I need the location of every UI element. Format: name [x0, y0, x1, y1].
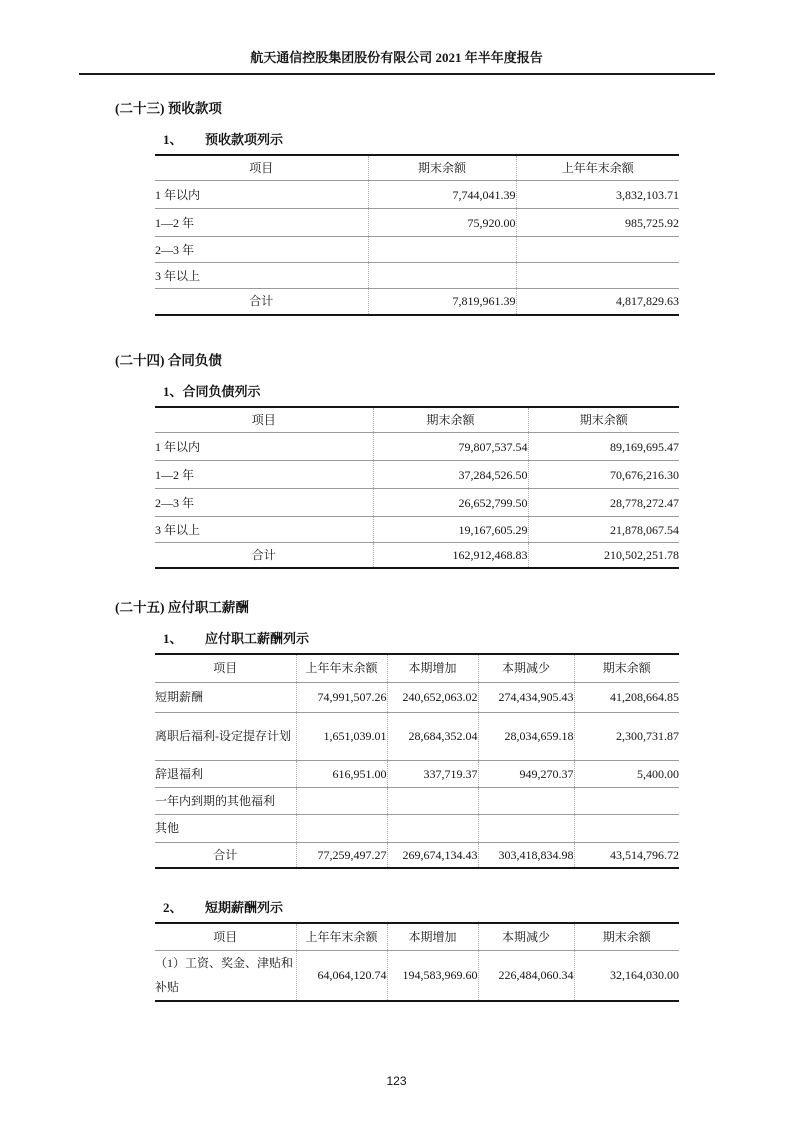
total-value: 4,817,829.63	[516, 289, 679, 315]
cell-value: 21,878,067.54	[528, 517, 679, 543]
row-label: 2—3 年	[155, 489, 373, 517]
section-heading-23: (二十三) 预收款项	[115, 101, 222, 116]
subsection-heading-24-1	[163, 383, 793, 400]
cell-value: 274,434,905.43	[478, 682, 574, 712]
row-label: 一年内到期的其他福利	[155, 787, 296, 814]
employee-compensation-table-wrap	[155, 653, 793, 869]
cell-value: 226,484,060.34	[478, 950, 574, 1001]
column-header: 上年年末余额	[516, 155, 679, 181]
cell-value: 337,719.37	[387, 760, 478, 787]
subsection-heading-25-1	[163, 630, 793, 647]
subsection-heading-25-2	[163, 899, 793, 916]
cell-value: 1,651,039.01	[296, 712, 387, 760]
row-label: 2—3 年	[155, 237, 368, 263]
table-row	[155, 433, 679, 461]
table-row	[155, 760, 679, 787]
total-label: 合计	[251, 548, 276, 562]
column-header: 期末余额	[574, 923, 679, 950]
table-header-row	[155, 155, 679, 181]
subsection-title: 短期薪酬列示	[205, 900, 284, 915]
subsection-number: 2、	[163, 900, 183, 915]
table-row	[155, 712, 679, 760]
table-row	[155, 787, 679, 814]
section-heading-25: (二十五) 应付职工薪酬	[115, 600, 249, 615]
employee-compensation-table	[155, 653, 679, 869]
column-header: 本期增加	[387, 923, 478, 950]
row-label: 3 年以上	[155, 517, 373, 543]
row-label: 3 年以上	[155, 263, 368, 289]
row-label: 1—2 年	[155, 461, 373, 489]
row-label: 辞退福利	[155, 760, 296, 787]
cell-value: 3,832,103.71	[516, 181, 679, 209]
table-row	[155, 461, 679, 489]
short-term-compensation-table	[155, 922, 679, 1002]
total-row	[155, 289, 679, 315]
column-header: 期末余额	[373, 407, 528, 433]
row-label: 1 年以内	[155, 181, 368, 209]
table-row	[155, 263, 679, 289]
table-row	[155, 814, 679, 842]
contract-liabilities-table-wrap	[155, 406, 793, 570]
cell-value	[574, 814, 679, 842]
cell-value	[516, 237, 679, 263]
column-header: 本期减少	[478, 654, 574, 682]
total-label: 合计	[249, 294, 274, 309]
column-header: 上年年末余额	[296, 654, 387, 682]
total-value: 7,819,961.39	[368, 289, 516, 315]
cell-value: 79,807,537.54	[373, 433, 528, 461]
cell-value	[478, 814, 574, 842]
short-term-compensation-table-wrap	[155, 922, 793, 1002]
section-heading-24: (二十四) 合同负债	[115, 352, 222, 368]
cell-value: 75,920.00	[368, 209, 516, 237]
cell-value: 28,778,272.47	[528, 489, 679, 517]
doc-title: 航天通信控股集团股份有限公司 2021 年半年度报告	[250, 50, 543, 65]
cell-value: 7,744,041.39	[368, 181, 516, 209]
page-number: 123	[386, 1074, 407, 1088]
prepayments-table	[155, 154, 679, 316]
cell-value	[368, 263, 516, 289]
total-label: 合计	[213, 847, 238, 862]
total-value: 77,259,497.27	[296, 842, 387, 868]
total-row	[155, 543, 679, 569]
row-label: （1）工资、奖金、津贴和补贴	[155, 956, 294, 995]
cell-value: 240,652,063.02	[387, 682, 478, 712]
row-label: 1—2 年	[155, 209, 368, 237]
cell-value	[296, 787, 387, 814]
subsection-number: 1、	[163, 631, 183, 646]
cell-value: 5,400.00	[574, 760, 679, 787]
table-row	[155, 181, 679, 209]
row-label: 其他	[155, 814, 296, 842]
table-header-row	[155, 654, 679, 682]
cell-value	[296, 814, 387, 842]
cell-value	[516, 263, 679, 289]
cell-value: 194,583,969.60	[387, 950, 478, 1001]
cell-value: 64,064,120.74	[296, 950, 387, 1001]
subsection-number: 1、	[163, 132, 183, 147]
column-header: 项目	[155, 923, 296, 950]
cell-value	[478, 787, 574, 814]
total-value: 303,418,834.98	[478, 842, 574, 868]
cell-value: 26,652,799.50	[373, 489, 528, 517]
table-row	[155, 682, 679, 712]
header-rule	[79, 73, 715, 75]
subsection-title: 预收款项列示	[205, 132, 284, 147]
cell-value: 616,951.00	[296, 760, 387, 787]
cell-value: 89,169,695.47	[528, 433, 679, 461]
contract-liabilities-table	[155, 406, 679, 570]
row-label: 离职后福利-设定提存计划	[155, 712, 296, 760]
table-row	[155, 950, 679, 1001]
cell-value: 28,034,659.18	[478, 712, 574, 760]
table-row	[155, 237, 679, 263]
cell-value: 28,684,352.04	[387, 712, 478, 760]
column-header: 期末余额	[368, 155, 516, 181]
subsection-number: 1、	[163, 383, 183, 399]
column-header: 上年年末余额	[296, 923, 387, 950]
subsection-title: 合同负债列示	[182, 383, 261, 399]
subsection-title: 应付职工薪酬列示	[205, 631, 310, 646]
total-value: 43,514,796.72	[574, 842, 679, 868]
cell-value	[368, 237, 516, 263]
cell-value: 2,300,731.87	[574, 712, 679, 760]
cell-value: 32,164,030.00	[574, 950, 679, 1001]
cell-value	[387, 814, 478, 842]
cell-value: 74,991,507.26	[296, 682, 387, 712]
prepayments-table-wrap	[155, 154, 793, 316]
subsection-heading-23-1	[163, 131, 793, 148]
cell-value: 985,725.92	[516, 209, 679, 237]
column-header: 期末余额	[574, 654, 679, 682]
total-value: 210,502,251.78	[528, 543, 679, 569]
total-row	[155, 842, 679, 868]
cell-value: 19,167,605.29	[373, 517, 528, 543]
column-header: 本期减少	[478, 923, 574, 950]
cell-value: 37,284,526.50	[373, 461, 528, 489]
row-label: 短期薪酬	[155, 682, 296, 712]
column-header: 项目	[155, 155, 368, 181]
table-header-row	[155, 407, 679, 433]
column-header: 本期增加	[387, 654, 478, 682]
cell-value: 70,676,216.30	[528, 461, 679, 489]
cell-value: 949,270.37	[478, 760, 574, 787]
total-value: 269,674,134.43	[387, 842, 478, 868]
table-row	[155, 209, 679, 237]
total-value: 162,912,468.83	[373, 543, 528, 569]
table-row	[155, 517, 679, 543]
column-header: 期末余额	[528, 407, 679, 433]
column-header: 项目	[155, 654, 296, 682]
table-row	[155, 489, 679, 517]
row-label: 1 年以内	[155, 433, 373, 461]
cell-value	[574, 787, 679, 814]
column-header: 项目	[155, 407, 373, 433]
cell-value: 41,208,664.85	[574, 682, 679, 712]
cell-value	[387, 787, 478, 814]
table-header-row	[155, 923, 679, 950]
